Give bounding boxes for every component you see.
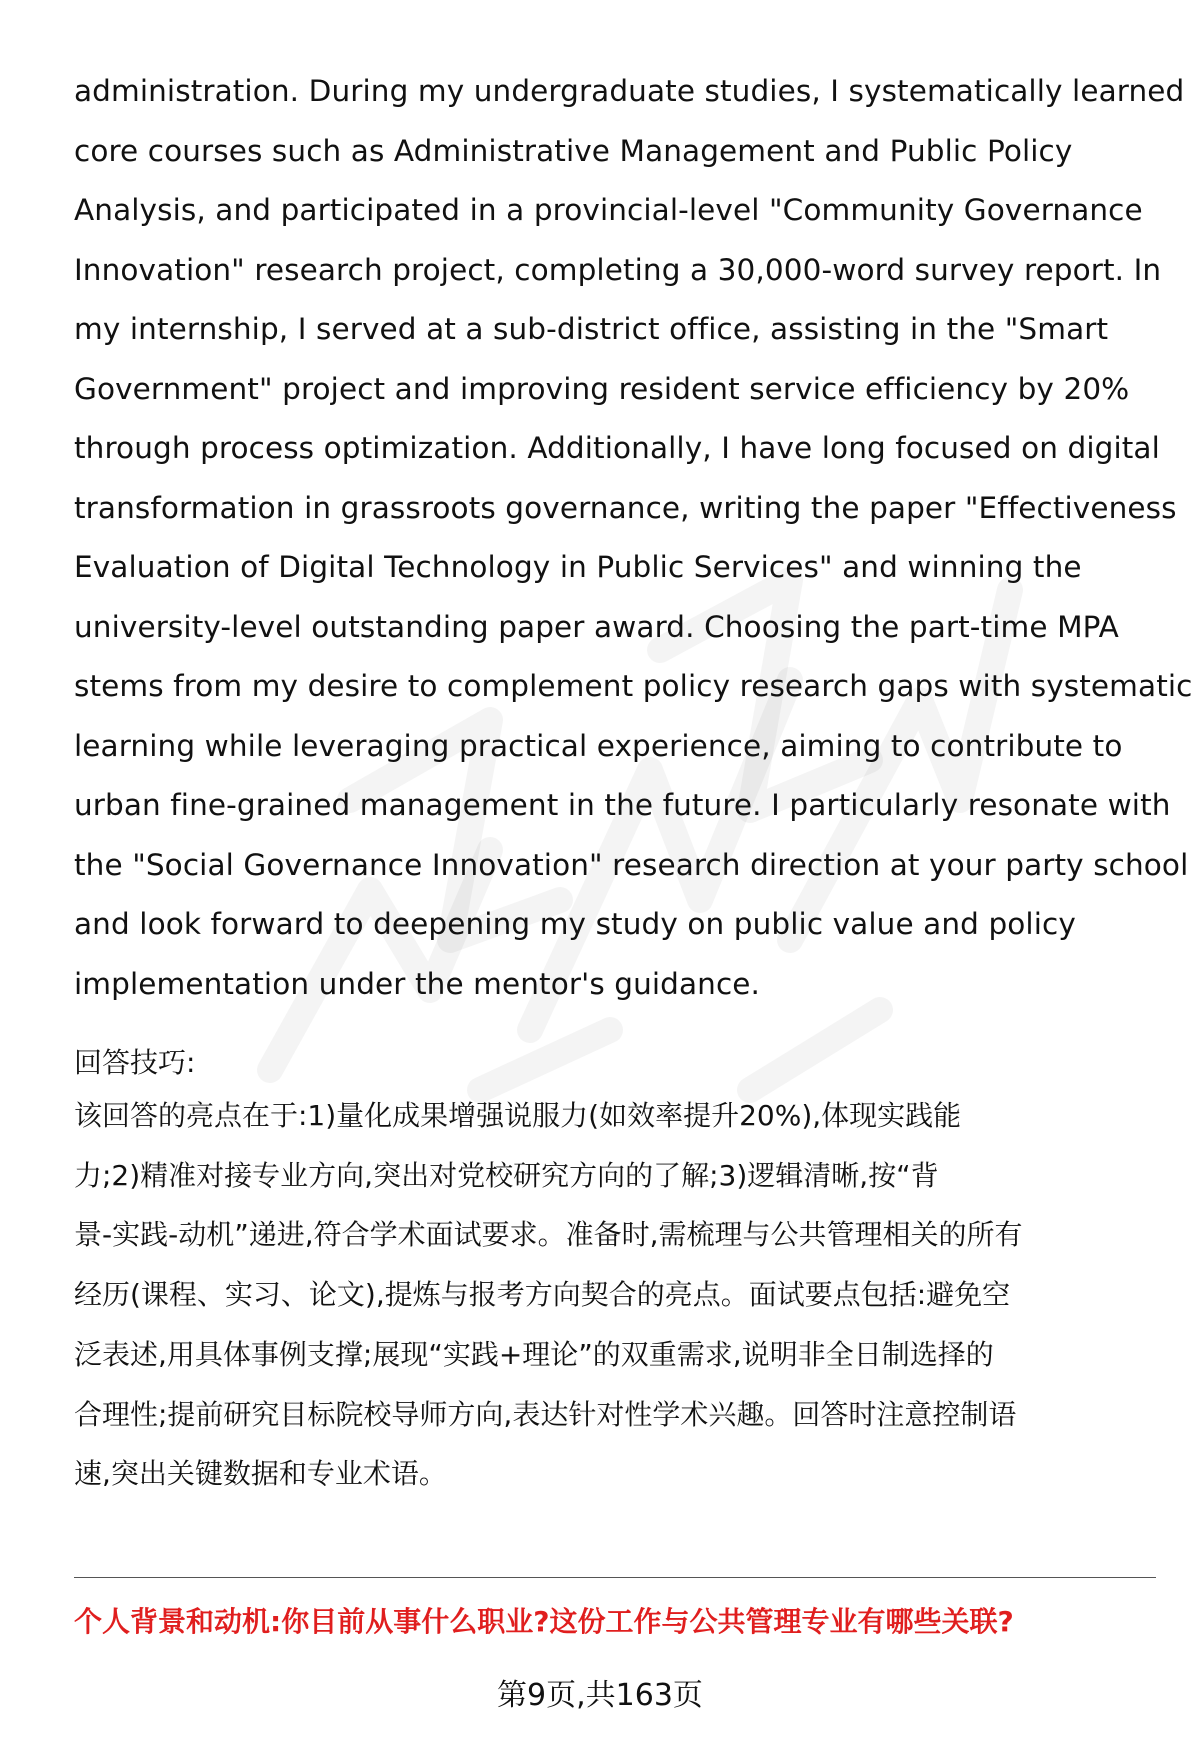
tips-paragraph — [74, 1086, 1140, 1504]
answer-line: and look forward to deepening my study on public value and policy — [74, 907, 1076, 941]
page-number: 第9页,共163页 — [497, 1678, 703, 1713]
answer-line: Evaluation of Digital Technology in Public Services" and winning the — [74, 550, 1082, 584]
answer-line: core courses such as Administrative Management and Public Policy — [74, 133, 1073, 168]
answer-line: implementation under the mentor's guidance. — [74, 966, 761, 1001]
tips-line: 景-实践-动机”递进,符合学术面试要求。准备时,需梳理与公共管理相关的所有 — [74, 1218, 1023, 1252]
tips-line: 合理性;提前研究目标院校导师方向,表达针对性学术兴趣。回答时注意控制语 — [74, 1397, 1017, 1431]
answer-line: university-level outstanding paper award. Choosing the part-time MPA — [74, 609, 1119, 644]
answer-line: my internship, I served at a sub-district office, assisting in the "Smart — [74, 312, 1109, 346]
tips-heading: 回答技巧: — [74, 1046, 196, 1079]
answer-line: stems from my desire to complement policy research gaps with systematic — [74, 669, 1193, 703]
answer-line: through process optimization. Additionally, I have long focused on digital — [74, 431, 1160, 465]
tips-line: 速,突出关键数据和专业术语。 — [74, 1457, 447, 1491]
tips-line: 经历(课程、实习、论文),提炼与报考方向契合的亮点。面试要点包括:避免空 — [74, 1278, 1011, 1312]
answer-line: the "Social Governance Innovation" research direction at your party school — [74, 847, 1189, 882]
answer-line: Innovation" research project, completing a 30,000-word survey report. In — [74, 252, 1162, 287]
tips-line: 力;2)精准对接专业方向,突出对党校研究方向的了解;3)逻辑清晰,按“背 — [74, 1158, 939, 1192]
answer-line: transformation in grassroots governance, writing the paper "Effectiveness — [74, 490, 1177, 525]
answer-line: Analysis, and participated in a provincial-level "Community Governance — [74, 193, 1143, 227]
tips-line: 泛表述,用具体事例支撑;展现“实践+理论”的双重需求,说明非全日制选择的 — [74, 1337, 994, 1371]
section-divider — [74, 1577, 1156, 1578]
answer-line: urban fine-grained management in the future. I particularly resonate with — [74, 788, 1171, 822]
answer-line: Government" project and improving resident service efficiency by 20% — [74, 371, 1130, 406]
next-question-heading: 个人背景和动机:你目前从事什么职业?这份工作与公共管理专业有哪些关联? — [74, 1605, 1014, 1638]
answer-line: administration. During my undergraduate studies, I systematically learned — [74, 74, 1185, 108]
tips-line: 该回答的亮点在于:1)量化成果增强说服力(如效率提升20%),体现实践能 — [74, 1099, 962, 1132]
document-page — [74, 62, 1193, 1504]
answer-paragraph — [74, 62, 1193, 1014]
answer-line: learning while leveraging practical experience, aiming to contribute to — [74, 728, 1123, 763]
